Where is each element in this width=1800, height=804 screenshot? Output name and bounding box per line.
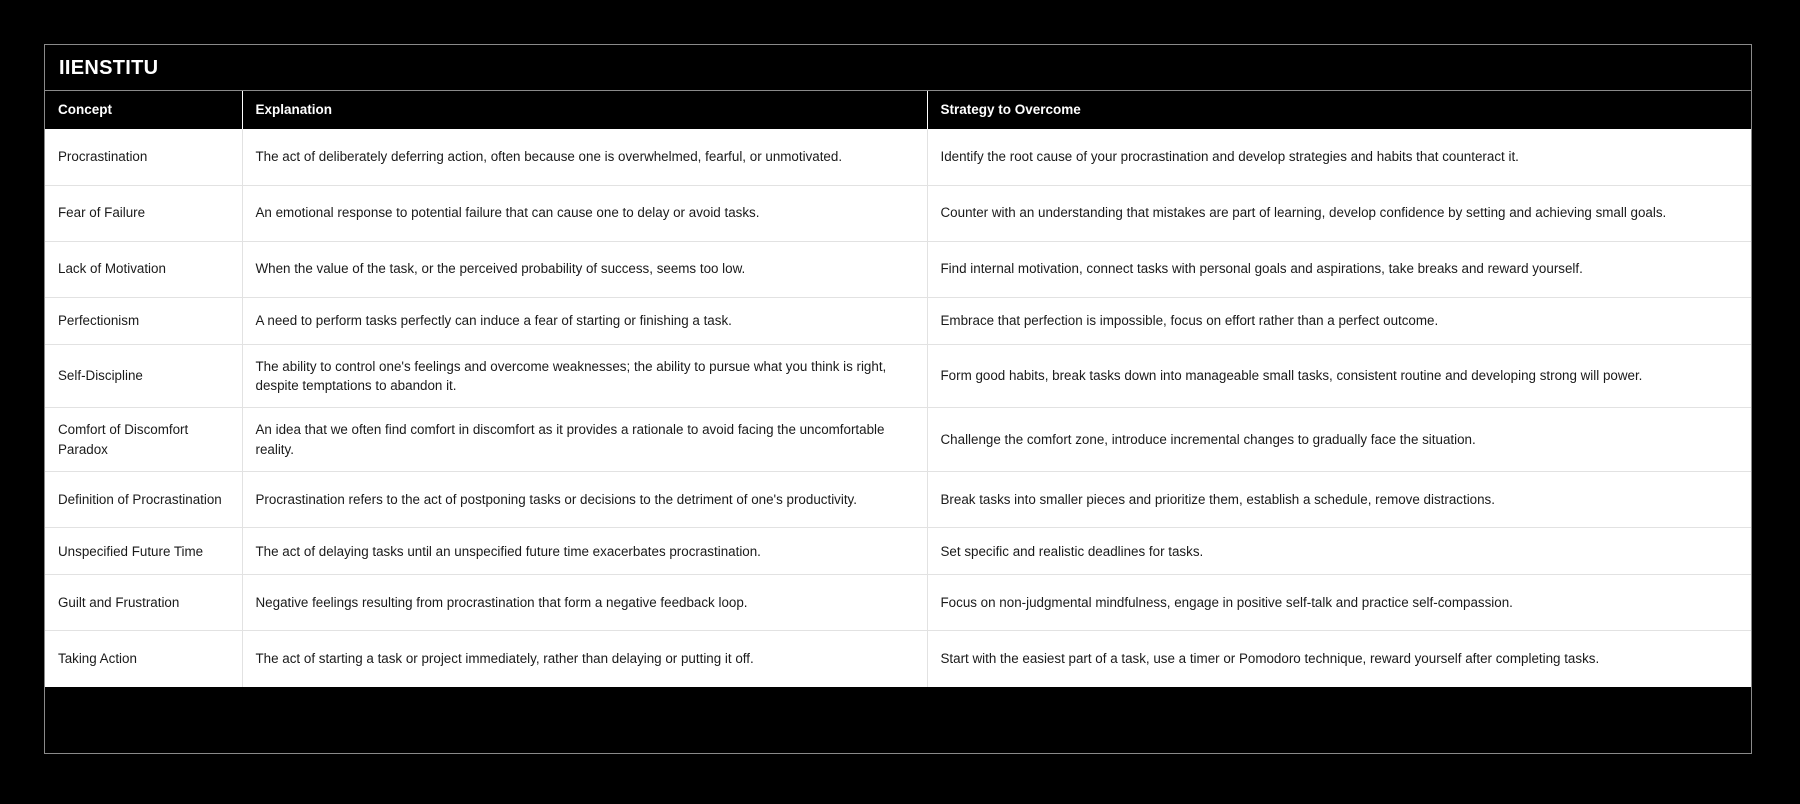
table-row bbox=[45, 344, 1751, 408]
table-row bbox=[45, 575, 1751, 631]
cell-concept: Unspecified Future Time bbox=[45, 528, 242, 575]
cell-explanation: The act of starting a task or project immediately, rather than delaying or putting it off. bbox=[242, 631, 927, 687]
cell-concept: Fear of Failure bbox=[45, 185, 242, 241]
brand-bar bbox=[45, 45, 1751, 91]
cell-explanation: When the value of the task, or the perceived probability of success, seems too low. bbox=[242, 241, 927, 297]
cell-strategy: Counter with an understanding that mistakes are part of learning, develop confidence by setting and achieving small goals. bbox=[927, 185, 1751, 241]
table-body bbox=[45, 129, 1751, 687]
cell-explanation: Procrastination refers to the act of postponing tasks or decisions to the detriment of one's productivity. bbox=[242, 472, 927, 528]
cell-concept: Procrastination bbox=[45, 129, 242, 185]
brand-title: IIENSTITU bbox=[59, 56, 159, 79]
table-row bbox=[45, 472, 1751, 528]
cell-concept: Lack of Motivation bbox=[45, 241, 242, 297]
table-row bbox=[45, 631, 1751, 687]
table-row bbox=[45, 528, 1751, 575]
cell-concept: Comfort of Discomfort Paradox bbox=[45, 408, 242, 472]
cell-strategy: Find internal motivation, connect tasks with personal goals and aspirations, take breaks and reward yourself. bbox=[927, 241, 1751, 297]
table-header bbox=[45, 91, 1751, 129]
table-row bbox=[45, 185, 1751, 241]
cell-strategy: Break tasks into smaller pieces and prioritize them, establish a schedule, remove distractions. bbox=[927, 472, 1751, 528]
cell-strategy: Set specific and realistic deadlines for tasks. bbox=[927, 528, 1751, 575]
column-header-strategy: Strategy to Overcome bbox=[927, 91, 1751, 129]
cell-explanation: An idea that we often find comfort in discomfort as it provides a rationale to avoid facing the uncomfortable reality. bbox=[242, 408, 927, 472]
cell-strategy: Form good habits, break tasks down into manageable small tasks, consistent routine and developing strong will power. bbox=[927, 344, 1751, 408]
table-row bbox=[45, 408, 1751, 472]
column-header-explanation: Explanation bbox=[242, 91, 927, 129]
cell-explanation: The act of delaying tasks until an unspecified future time exacerbates procrastination. bbox=[242, 528, 927, 575]
table-row bbox=[45, 129, 1751, 185]
cell-explanation: The act of deliberately deferring action, often because one is overwhelmed, fearful, or unmotivated. bbox=[242, 129, 927, 185]
cell-explanation: Negative feelings resulting from procrastination that form a negative feedback loop. bbox=[242, 575, 927, 631]
cell-concept: Definition of Procrastination bbox=[45, 472, 242, 528]
table-row bbox=[45, 297, 1751, 344]
cell-strategy: Embrace that perfection is impossible, focus on effort rather than a perfect outcome. bbox=[927, 297, 1751, 344]
cell-explanation: The ability to control one's feelings and overcome weaknesses; the ability to pursue what you think is right, despite temptations to abandon it. bbox=[242, 344, 927, 408]
column-header-concept: Concept bbox=[45, 91, 242, 129]
cell-concept: Self-Discipline bbox=[45, 344, 242, 408]
table-card bbox=[44, 44, 1752, 754]
table-row bbox=[45, 241, 1751, 297]
cell-strategy: Start with the easiest part of a task, use a timer or Pomodoro technique, reward yourself after completing tasks. bbox=[927, 631, 1751, 687]
cell-concept: Guilt and Frustration bbox=[45, 575, 242, 631]
cell-strategy: Identify the root cause of your procrastination and develop strategies and habits that counteract it. bbox=[927, 129, 1751, 185]
concepts-table bbox=[45, 91, 1751, 687]
cell-concept: Perfectionism bbox=[45, 297, 242, 344]
table-header-row bbox=[45, 91, 1751, 129]
cell-concept: Taking Action bbox=[45, 631, 242, 687]
cell-explanation: An emotional response to potential failure that can cause one to delay or avoid tasks. bbox=[242, 185, 927, 241]
cell-strategy: Focus on non-judgmental mindfulness, engage in positive self-talk and practice self-compassion. bbox=[927, 575, 1751, 631]
cell-explanation: A need to perform tasks perfectly can induce a fear of starting or finishing a task. bbox=[242, 297, 927, 344]
cell-strategy: Challenge the comfort zone, introduce incremental changes to gradually face the situation. bbox=[927, 408, 1751, 472]
